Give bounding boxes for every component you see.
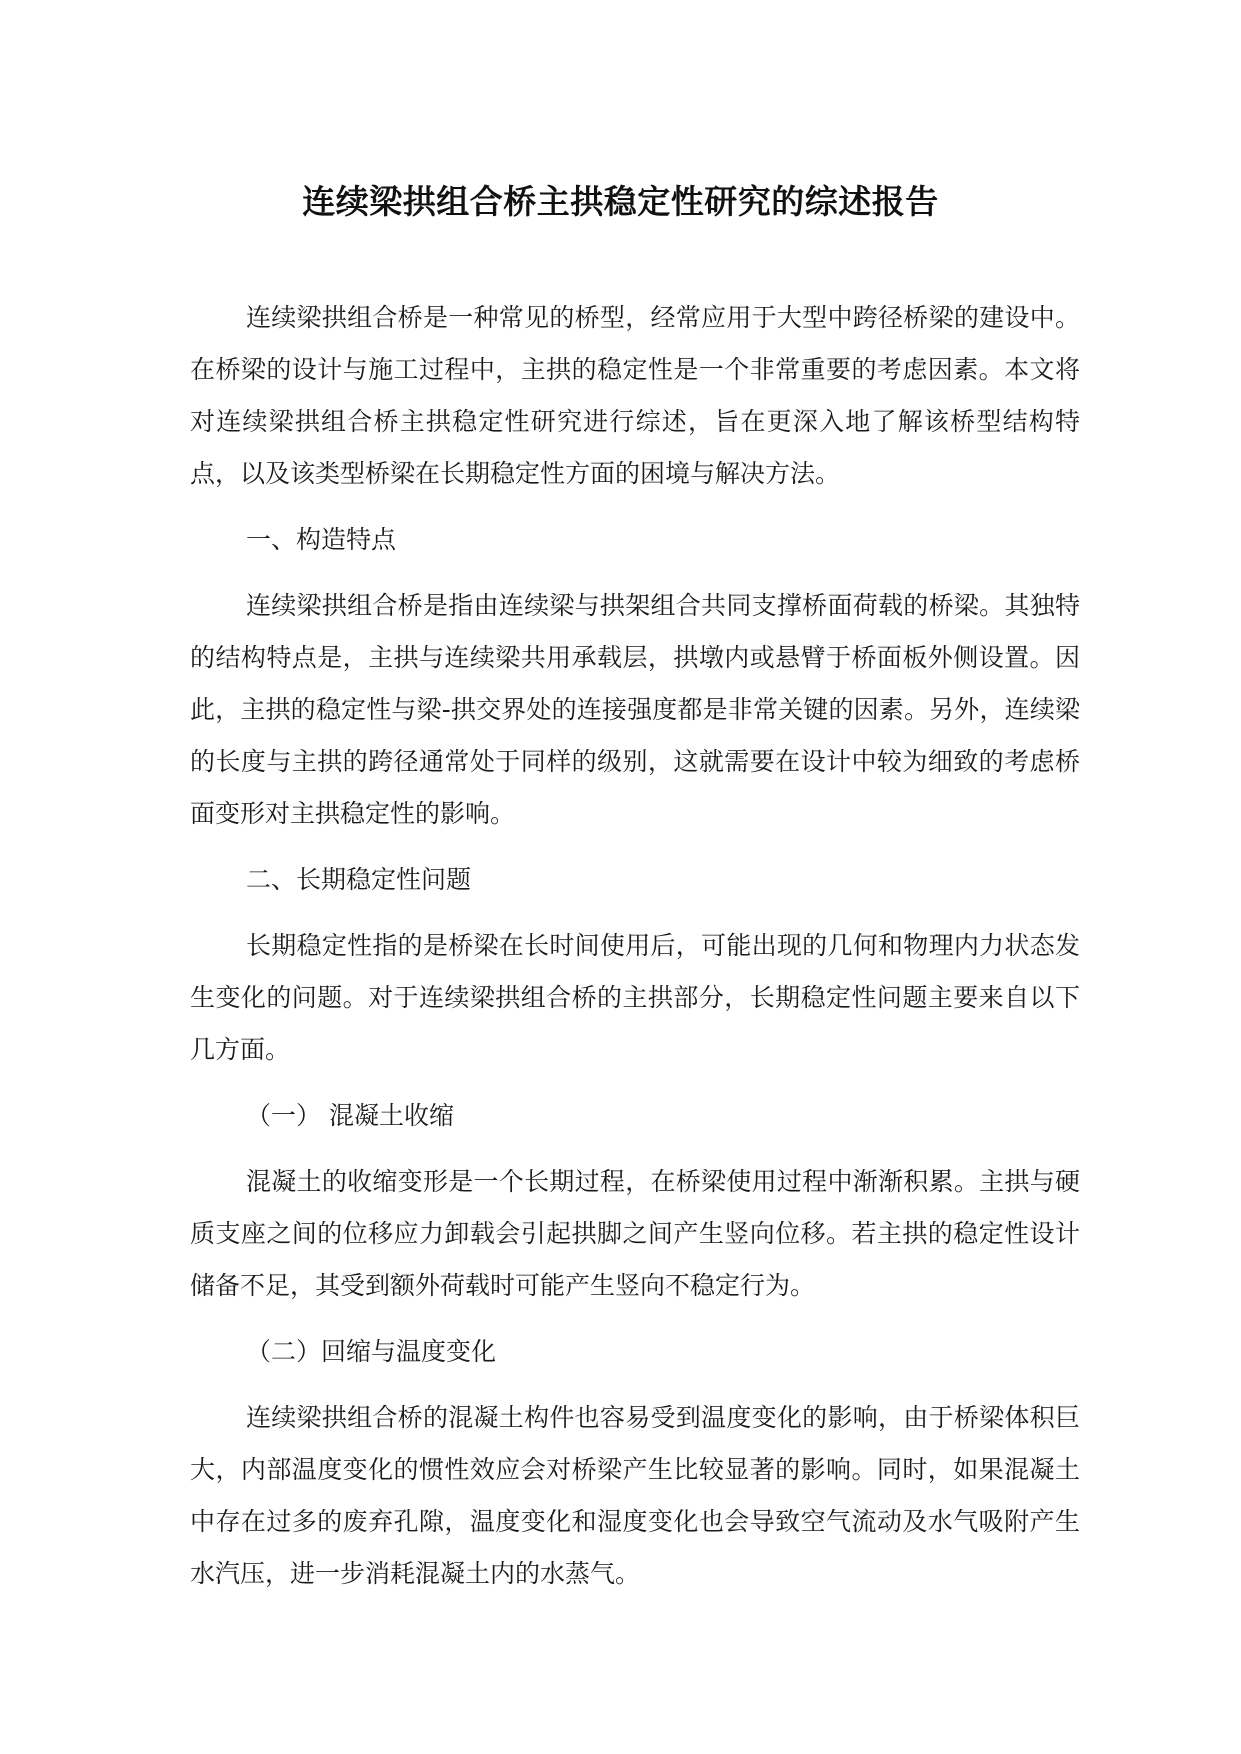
section-heading-long-term-stability: 二、长期稳定性问题 [246, 865, 472, 894]
subsection-heading-shrinkage: （一） 混凝土收缩 [246, 1101, 454, 1130]
long-term-stability-paragraph: 长期稳定性指的是桥梁在长时间使用后，可能出现的几何和物理内力状态发生变化的问题。对于连续梁拱组合桥的主拱部分，长期稳定性问题主要来自以下几方面。 [190, 931, 1080, 1064]
shrinkage-paragraph: 混凝土的收缩变形是一个长期过程，在桥梁使用过程中渐渐积累。主拱与硬质支座之间的位移应力卸载会引起拱脚之间产生竖向位移。若主拱的稳定性设计储备不足，其受到额外荷载时可能产生竖向不稳定行为。 [190, 1167, 1080, 1300]
structure-paragraph: 连续梁拱组合桥是指由连续梁与拱架组合共同支撑桥面荷载的桥梁。其独特的结构特点是，主拱与连续梁共用承载层，拱墩内或悬臂于桥面板外侧设置。因此，主拱的稳定性与梁-拱交界处的连接强度都是非常关键的因素。另外，连续梁的长度与主拱的跨径通常处于同样的级别，这就需要在设计中较为细致的考虑桥面变形对主拱稳定性的影响。 [190, 591, 1080, 828]
document-body [190, 292, 1080, 1600]
document-title: 连续梁拱组合桥主拱稳定性研究的综述报告 [302, 182, 939, 221]
intro-paragraph: 连续梁拱组合桥是一种常见的桥型，经常应用于大型中跨径桥梁的建设中。在桥梁的设计与施工过程中，主拱的稳定性是一个非常重要的考虑因素。本文将对连续梁拱组合桥主拱稳定性研究进行综述，旨在更深入地了解该桥型结构特点，以及该类型桥梁在长期稳定性方面的困境与解决方法。 [190, 303, 1080, 488]
subsection-heading-temperature: （二）回缩与温度变化 [246, 1337, 497, 1366]
temperature-paragraph: 连续梁拱组合桥的混凝土构件也容易受到温度变化的影响，由于桥梁体积巨大，内部温度变化的惯性效应会对桥梁产生比较显著的影响。同时，如果混凝土中存在过多的废弃孔隙，温度变化和湿度变化也会导致空气流动及水气吸附产生水汽压，进一步消耗混凝土内的水蒸气。 [190, 1403, 1080, 1588]
section-heading-structure: 一、构造特点 [246, 525, 397, 554]
